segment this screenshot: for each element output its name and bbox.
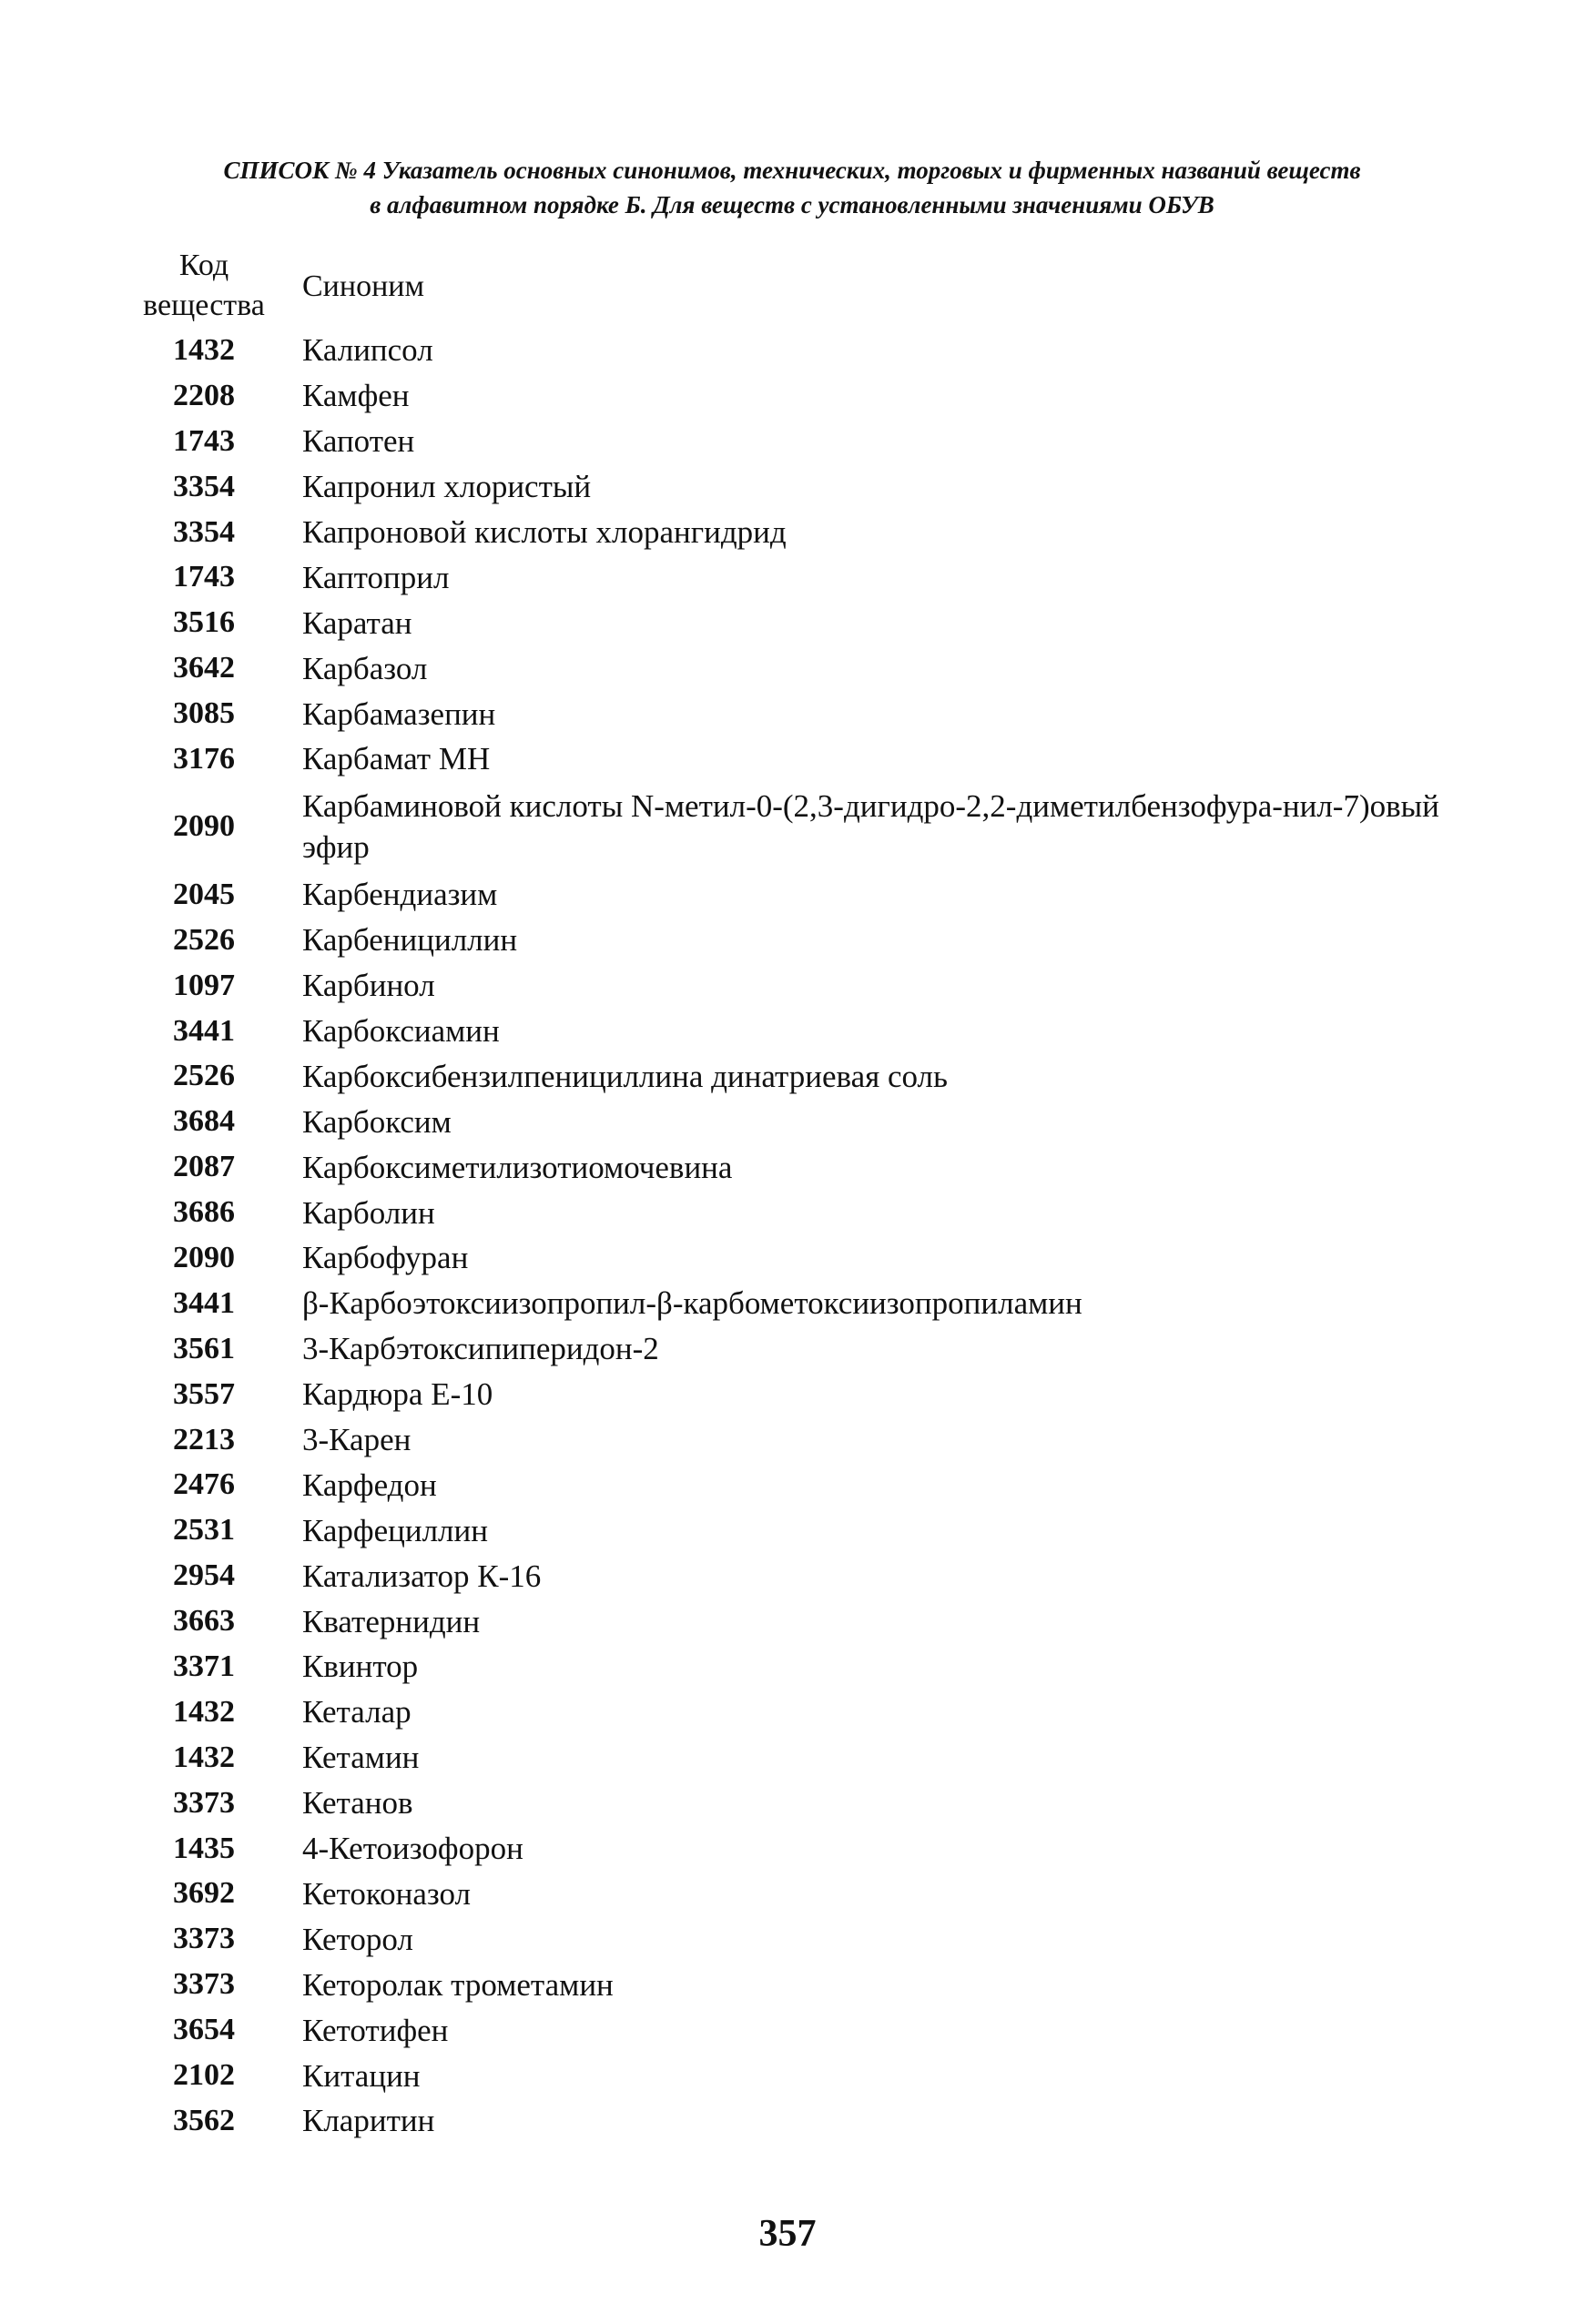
synonym-text: Камфен (302, 378, 410, 414)
table-row (127, 1781, 1457, 1826)
table-row (127, 419, 1457, 464)
substance-code: 2526 (173, 1059, 235, 1093)
synonym-text: Каратан (302, 604, 412, 641)
substance-code: 2531 (173, 1513, 235, 1548)
synonym-text: Карболин (302, 1194, 435, 1231)
header-line-2: в алфавитном порядке Б. Для веществ с установленными значениями ОБУВ (370, 191, 1214, 218)
table-row (127, 1372, 1457, 1417)
table-row (127, 1553, 1457, 1598)
synonym-text: Кларитин (302, 2103, 435, 2139)
substance-code: 2090 (173, 1240, 235, 1274)
substance-code: 2102 (173, 2058, 235, 2092)
table-row (127, 1009, 1457, 1054)
table-body (127, 328, 1457, 2144)
substance-code: 3176 (173, 741, 235, 776)
substance-code: 3684 (173, 1104, 235, 1139)
table-row (127, 464, 1457, 510)
table-row (127, 1462, 1457, 1507)
synonym-text: Кетоконазол (302, 1875, 471, 1912)
table-row (127, 554, 1457, 600)
substance-code: 2213 (173, 1422, 235, 1456)
table-row (127, 963, 1457, 1009)
synonym-text: Калипсол (302, 332, 433, 369)
synonym-text: β-Карбоэтоксиизопропил-β-карбометоксиизопропиламин (302, 1285, 1082, 1322)
synonym-text: Карбамат МН (302, 741, 491, 777)
table-row (127, 1144, 1457, 1190)
synonym-text: Карбендиазим (302, 877, 498, 913)
table-row (127, 2098, 1457, 2144)
synonym-text: Кетамин (302, 1740, 420, 1776)
table-row (127, 1826, 1457, 1872)
substance-code: 1743 (173, 423, 235, 458)
synonym-text: Карфедон (302, 1466, 437, 1503)
table-row (127, 782, 1457, 872)
synonym-text: Карбоксиметилизотиомочевина (302, 1149, 733, 1185)
substance-code: 2208 (173, 378, 235, 412)
table-row (127, 373, 1457, 419)
synonym-text: Капронил хлористый (302, 469, 592, 505)
substance-code: 1432 (173, 1740, 235, 1774)
substance-code: 3562 (173, 2103, 235, 2137)
substance-code: 3085 (173, 696, 235, 731)
substance-code: 3642 (173, 651, 235, 685)
table-row (127, 918, 1457, 963)
substance-code: 2526 (173, 922, 235, 957)
table-row (127, 1507, 1457, 1553)
synonym-text: Карбамазепин (302, 695, 496, 732)
substance-code: 1097 (173, 968, 235, 1002)
substance-code: 3686 (173, 1195, 235, 1230)
table-row (127, 645, 1457, 691)
table-row (127, 1099, 1457, 1144)
substance-code: 3441 (173, 1013, 235, 1048)
table-row (127, 1598, 1457, 1644)
substance-code: 3354 (173, 469, 235, 503)
table-row (127, 872, 1457, 918)
table-row (127, 1644, 1457, 1690)
column-header-code (127, 246, 280, 328)
table-row (127, 1190, 1457, 1235)
synonym-text: Кардюра Е-10 (302, 1376, 493, 1413)
table-row (127, 1962, 1457, 2007)
table-row (127, 1735, 1457, 1781)
table-row (127, 1235, 1457, 1281)
synonym-text: Квинтор (302, 1649, 419, 1685)
table-row (127, 1690, 1457, 1735)
table-row (127, 1053, 1457, 1099)
substance-code: 3654 (173, 2013, 235, 2047)
header-line-1: СПИСОК № 4 Указатель основных синонимов, технических, торговых и фирменных названий веществ (223, 157, 1361, 184)
synonym-text: Карбоксибензилпенициллина динатриевая соль (302, 1058, 948, 1094)
table-row (127, 736, 1457, 782)
substance-code: 2476 (173, 1467, 235, 1502)
synonym-text: Карбоксиамин (302, 1013, 500, 1050)
synonym-table (127, 246, 1457, 2144)
substance-code: 3557 (173, 1376, 235, 1411)
synonym-text: 4-Кетоизофорон (302, 1831, 523, 1867)
column-header-code-line-1: Код (178, 249, 229, 282)
synonym-text: Кетанов (302, 1785, 413, 1822)
table-row (127, 1417, 1457, 1463)
table-row (127, 600, 1457, 645)
table-row (127, 1281, 1457, 1326)
synonym-text: Катализатор К-16 (302, 1558, 542, 1594)
synonym-text: Кеторолак трометамин (302, 1966, 614, 2003)
synonym-text: Карбинол (302, 968, 435, 1004)
substance-code: 3692 (173, 1876, 235, 1911)
substance-code: 3373 (173, 1967, 235, 2002)
table-row (127, 691, 1457, 736)
substance-code: 3371 (173, 1649, 235, 1683)
synonym-text: Кеталар (302, 1694, 412, 1730)
substance-code: 2087 (173, 1150, 235, 1184)
substance-code: 3373 (173, 1785, 235, 1820)
substance-code: 2045 (173, 877, 235, 911)
synonym-text: Карфециллин (302, 1512, 488, 1548)
substance-code: 1435 (173, 1831, 235, 1865)
column-header-code-line-2: вещества (143, 289, 265, 322)
substance-code: 1743 (173, 560, 235, 594)
synonym-text: Каптоприл (302, 559, 450, 595)
substance-code: 3354 (173, 514, 235, 549)
substance-code: 2090 (173, 809, 235, 844)
page-header (127, 153, 1457, 222)
synonym-text: Кетотифен (302, 2012, 449, 2048)
synonym-text: Кватернидин (302, 1603, 481, 1639)
table-row (127, 1872, 1457, 1917)
table-row (127, 1916, 1457, 1962)
page-number: 357 (758, 2213, 817, 2255)
table-row (127, 328, 1457, 373)
substance-code: 3561 (173, 1331, 235, 1365)
synonym-text: 3-Карбэтоксипиперидон-2 (302, 1331, 659, 1367)
synonym-text: Карбазол (302, 650, 428, 686)
table-row (127, 1326, 1457, 1372)
synonym-text: 3-Карен (302, 1422, 412, 1458)
table-row (127, 2007, 1457, 2053)
column-header-synonym: Синоним (302, 269, 424, 303)
substance-code: 3663 (173, 1604, 235, 1639)
synonym-text: Карбенициллин (302, 922, 518, 959)
substance-code: 1432 (173, 1694, 235, 1729)
synonym-text: Карбофуран (302, 1240, 469, 1276)
table-header (127, 246, 1457, 328)
synonym-text: Китацин (302, 2057, 421, 2094)
synonym-text: Карбаминовой кислоты N-метил-0-(2,3-дигидро-2,2-диметилбензофура-нил-7)овый эфир (302, 788, 1439, 866)
table-row (127, 2053, 1457, 2098)
substance-code: 3373 (173, 1922, 235, 1956)
synonym-text: Капотен (302, 423, 415, 460)
table-row (127, 510, 1457, 555)
synonym-text: Капроновой кислоты хлорангидрид (302, 514, 787, 550)
substance-code: 1432 (173, 332, 235, 367)
substance-code: 3441 (173, 1285, 235, 1320)
synonym-text: Карбоксим (302, 1103, 452, 1140)
substance-code: 3516 (173, 605, 235, 640)
synonym-text: Кеторол (302, 1921, 413, 1957)
substance-code: 2954 (173, 1558, 235, 1593)
